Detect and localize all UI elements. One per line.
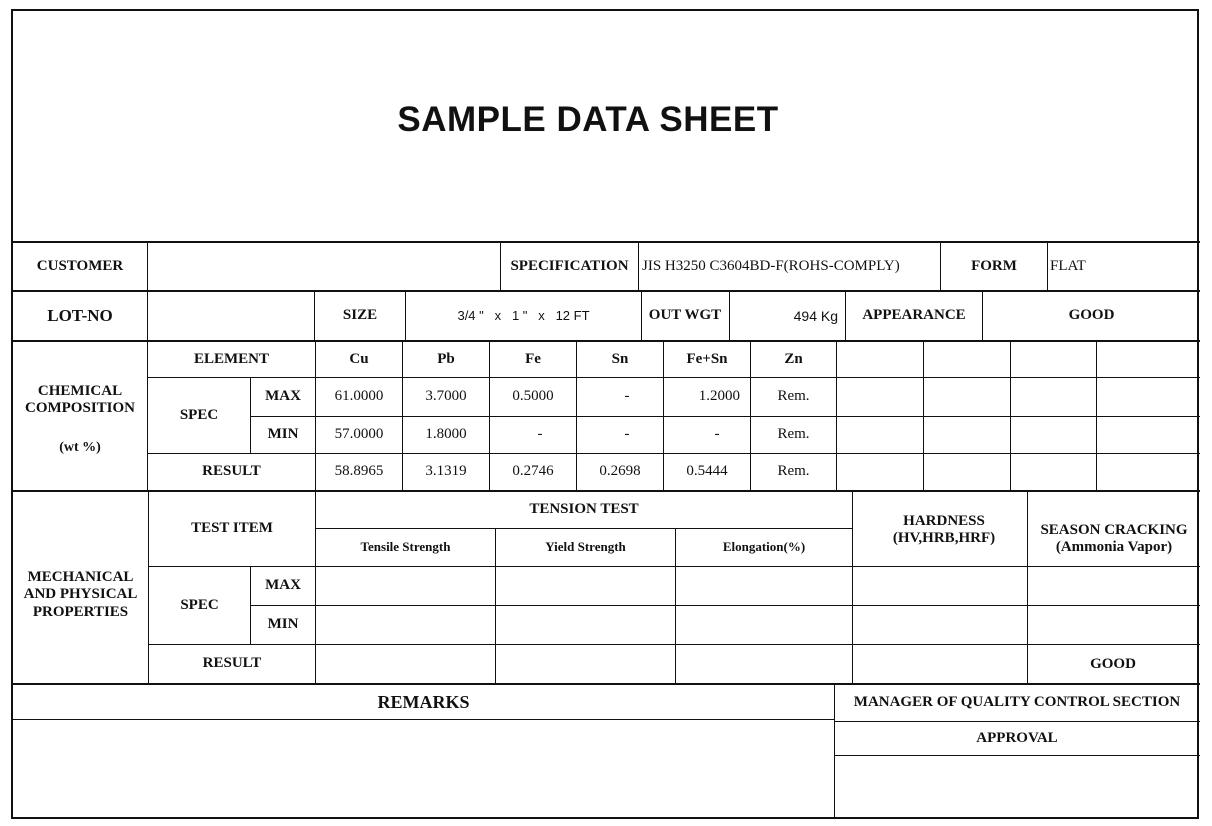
- appearance-label: APPEARANCE: [862, 307, 966, 324]
- max-value: Rem.: [777, 388, 810, 405]
- result-value: 0.5444: [686, 463, 728, 480]
- mech-spec-label: SPEC: [180, 596, 219, 613]
- elongation-label: Elongation(%): [722, 539, 806, 555]
- element-header: Fe+Sn: [686, 350, 728, 367]
- result-value: 0.2698: [599, 463, 641, 480]
- size-value: 3/4 " x 1 " x 12 FT: [457, 307, 590, 323]
- result-value: 0.2746: [512, 463, 554, 480]
- specification-value: JIS H3250 C3604BD-F(ROHS-COMPLY): [642, 257, 900, 274]
- mech-result-label: RESULT: [202, 655, 262, 672]
- tension-test-label: TENSION TEST: [529, 501, 639, 518]
- row-divider: [250, 605, 1200, 606]
- col-divider: [638, 241, 639, 291]
- element-header: Sn: [611, 350, 629, 367]
- element-header: Zn: [784, 350, 803, 367]
- form-label: FORM: [971, 257, 1017, 274]
- chem-min-label: MIN: [267, 426, 299, 443]
- min-value: 57.0000: [334, 426, 384, 443]
- col-divider: [1096, 340, 1097, 491]
- season-cracking-result: GOOD: [1090, 655, 1136, 672]
- max-value: 1.2000: [698, 388, 740, 405]
- out-wgt-value: 494 Kg: [793, 307, 838, 324]
- col-divider: [836, 340, 837, 491]
- yield-strength-label: Yield Strength: [545, 539, 626, 555]
- lot-no-label: LOT-NO: [47, 306, 113, 326]
- mechanical-section-label: MECHANICAL AND PHYSICAL PROPERTIES: [23, 569, 138, 620]
- chemical-section-label: CHEMICAL COMPOSITION: [24, 382, 135, 416]
- max-value: 0.5000: [512, 388, 554, 405]
- element-header: Cu: [349, 350, 369, 367]
- chem-spec-label: SPEC: [179, 406, 219, 423]
- chem-max-label: MAX: [265, 388, 301, 405]
- form-value: FLAT: [1050, 257, 1086, 274]
- max-value: 61.0000: [334, 388, 384, 405]
- remarks-field[interactable]: [13, 720, 834, 817]
- max-value: -: [624, 388, 630, 405]
- out-wgt-label: OUT WGT: [648, 307, 722, 324]
- mech-max-label: MAX: [265, 577, 301, 594]
- result-value: Rem.: [777, 463, 810, 480]
- manager-qc-label: MANAGER OF QUALITY CONTROL SECTION: [853, 694, 1181, 711]
- tensile-strength-label: Tensile Strength: [360, 539, 451, 555]
- lot-no-field[interactable]: [148, 292, 314, 340]
- element-header: Fe: [525, 350, 541, 367]
- specification-label: SPECIFICATION: [510, 257, 629, 274]
- hardness-label: HARDNESS (HV,HRB,HRF): [892, 512, 996, 546]
- result-value: 3.1319: [425, 463, 467, 480]
- min-value: -: [714, 426, 720, 443]
- remarks-label: REMARKS: [377, 691, 470, 712]
- col-divider: [1047, 241, 1048, 291]
- min-value: Rem.: [777, 426, 810, 443]
- min-value: -: [624, 426, 630, 443]
- result-value: 58.8965: [334, 463, 384, 480]
- appearance-value: GOOD: [1068, 307, 1115, 324]
- size-label: SIZE: [342, 307, 378, 324]
- approval-label: APPROVAL: [976, 729, 1058, 746]
- col-divider: [852, 490, 853, 684]
- season-cracking-label: SEASON CRACKING (Ammonia Vapor): [1040, 521, 1188, 555]
- col-divider: [1010, 340, 1011, 491]
- element-label: ELEMENT: [193, 350, 269, 367]
- approval-signature-area[interactable]: [835, 756, 1199, 817]
- chem-result-label: RESULT: [202, 463, 261, 480]
- min-value: 1.8000: [425, 426, 467, 443]
- col-divider: [923, 340, 924, 491]
- chemical-unit-label: (wt %): [59, 439, 101, 455]
- col-divider: [641, 290, 642, 341]
- min-value: -: [537, 426, 543, 443]
- element-header: Pb: [437, 350, 455, 367]
- page-title: SAMPLE DATA SHEET: [397, 100, 779, 139]
- mech-min-label: MIN: [267, 616, 299, 633]
- test-item-label: TEST ITEM: [191, 520, 273, 537]
- max-value: 3.7000: [425, 388, 467, 405]
- customer-label: CUSTOMER: [36, 257, 124, 274]
- customer-field[interactable]: [148, 243, 500, 290]
